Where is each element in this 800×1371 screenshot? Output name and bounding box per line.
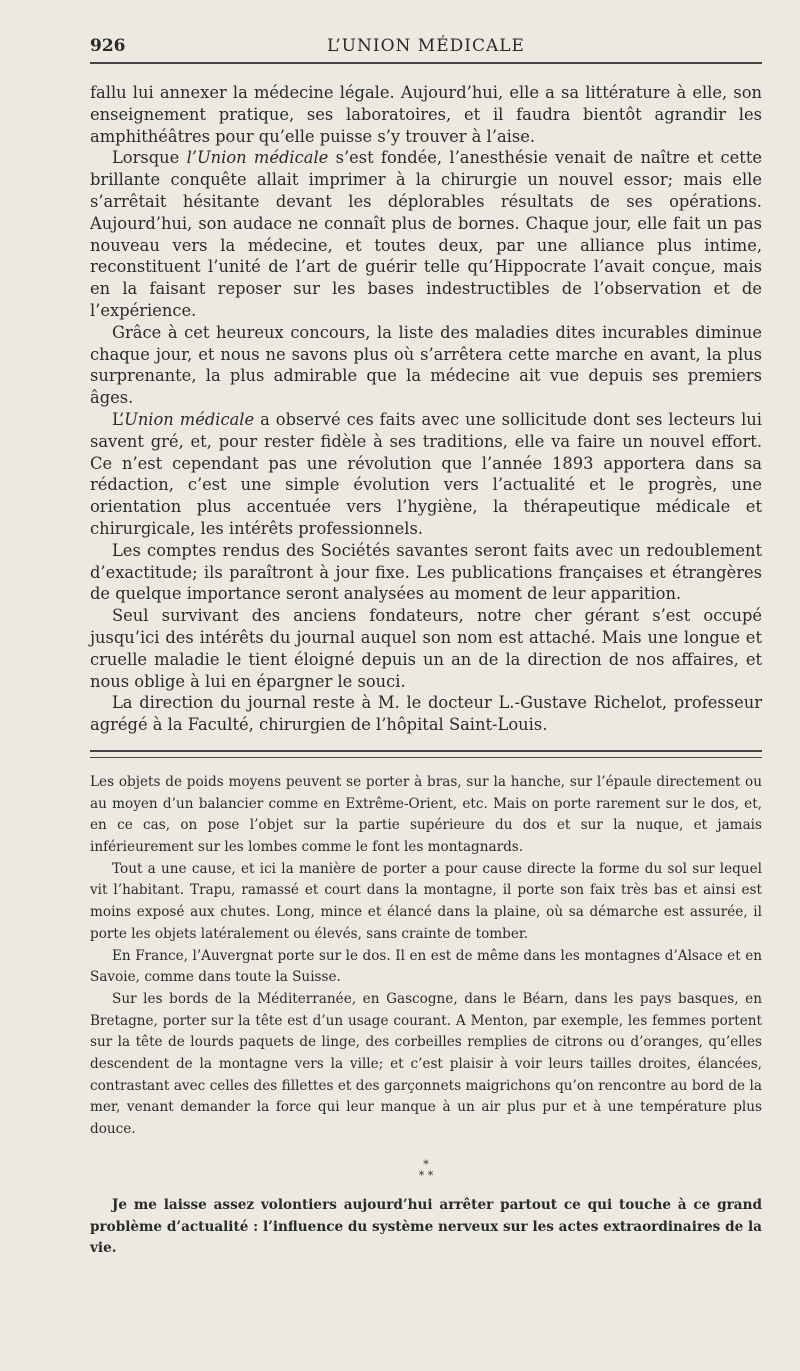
main-text bbox=[90, 82, 762, 736]
paragraph: Grâce à cet heureux concours, la liste des maladies dites incurables diminue chaque jour, et nous ne savons plus où s’arrêtera cette marche en avant, la plus surprenante, la plus admirable que la médecine ait vue depuis ses premiers âges. bbox=[90, 322, 762, 408]
journal-title-italic: Union médicale bbox=[124, 409, 255, 429]
paragraph: En France, l’Auvergnat porte sur le dos. Il en est de même dans les montagnes d’Alsace et en Savoie, comme dans toute la Suisse. bbox=[90, 947, 762, 986]
closing-paragraph: Je me laisse assez volontiers aujourd’hui arrêter partout ce qui touche à ce grand problème d’actualité : l’influence du système nerveux sur les actes extraordinaires de la vie. bbox=[90, 1196, 762, 1257]
paragraph-text: L’ bbox=[112, 409, 125, 429]
paragraph: Seul survivant des anciens fondateurs, notre cher gérant s’est occupé jusqu’ici des intérêts du journal auquel son nom est attaché. Mais une longue et cruelle maladie le tient éloigné depuis un an de la direction de nos affaires, et nous oblige à lui en épargner le souci. bbox=[90, 606, 762, 691]
paragraph bbox=[90, 147, 762, 321]
paragraph-text: Lorsque bbox=[112, 148, 187, 168]
running-head: L’UNION MÉDICALE bbox=[327, 36, 525, 56]
paragraph-text: a observé ces faits avec une sollicitude dont ses lecteurs lui savent gré, et, pour rester fidèle à ses traditions, elle va faire un nouvel effort. Ce n’est cependant pas une révolution que l’année 1893 apportera dans sa rédaction, c’est une simple évolution vers l’actualité et le progrès, une orientation plus accentuée vers l’hygiène, la thérapeutique médicale et chirurgicale, les intérêts professionnels. bbox=[90, 409, 762, 538]
section-divider bbox=[90, 750, 762, 758]
journal-title-italic: l’Union médicale bbox=[186, 148, 329, 168]
paragraph: fallu lui annexer la médecine légale. Aujourd’hui, elle a sa littérature à elle, son enseignement pratique, ses laboratoires, et il faudra bientôt agrandir les amphithéâtres pour qu’elle puisse s’y trouver à l’aise. bbox=[90, 83, 762, 146]
paragraph: Les objets de poids moyens peuvent se porter à bras, sur la hanche, sur l’épaule directement ou au moyen d’un balancier comme en Extrême-Orient, etc. Mais on porte rarement sur le dos, et, en ce cas, on pose l’objet sur la partie supérieure du dos et sur la nuque, et jamais inférieurement sur les lombes comme le font les montagnards. bbox=[90, 773, 762, 856]
page-number: 926 bbox=[90, 36, 126, 56]
asterism-separator bbox=[90, 1159, 762, 1181]
feuilleton-text bbox=[90, 772, 762, 1260]
asterism-bottom: * * bbox=[418, 1168, 434, 1182]
paragraph: La direction du journal reste à M. le docteur L.-Gustave Richelot, professeur agrégé à la Faculté, chirurgien de l’hôpital Saint-Louis. bbox=[90, 693, 762, 735]
asterism-top: * bbox=[423, 1157, 429, 1171]
paragraph: Sur les bords de la Méditerranée, en Gascogne, dans le Béarn, dans les pays basques, en Bretagne, porter sur la tête est d’un usage courant. A Menton, par exemple, les femmes portent sur la tête de lourds paquets de linge, des corbeilles remplies de citrons ou d’oranges, qu’elles descendent de la montagne vers la ville; et c’est plaisir à voir leurs tailles droites, élancées, contrastant avec celles des fillettes et des garçonnets maigrichons qu’on rencontre au bord de la mer, venant demander la force qui leur manque à un air plus pur et à une température plus douce. bbox=[90, 990, 762, 1138]
paragraph-text: s’est fondée, l’anesthésie venait de naître et cette brillante conquête allait imprimer à la chirurgie un nouvel essor; mais elle s’arrêtait hésitante devant les déplorables résultats de ses opérations. Aujourd’hui, son audace ne connaît plus de bornes. Chaque jour, elle fait un pas nouveau vers la médecine, et toutes deux, par une alliance plus intime, reconstituent l’unité de l’art de guérir telle qu’Hippocrate l’avait conçue, mais en la faisant reposer sur les bases indestructibles de l’observation et de l’expérience. bbox=[90, 148, 762, 320]
paragraph: Tout a une cause, et ici la manière de porter a pour cause directe la forme du sol sur lequel vit l’habitant. Trapu, ramassé et court dans la montagne, il porte son faix très bas et ainsi est moins exposé aux chutes. Long, mince et élancé dans la plaine, où sa démarche est assurée, il porte les objets latéralement ou élevés, sans crainte de tomber. bbox=[90, 860, 762, 942]
paragraph: Les comptes rendus des Sociétés savantes seront faits avec un redoublement d’exactitude; ils paraîtront à jour fixe. Les publications françaises et étrangères de quelque importance seront analysées au moment de leur apparition. bbox=[90, 540, 762, 604]
page-header bbox=[90, 0, 762, 64]
paragraph bbox=[90, 409, 762, 540]
